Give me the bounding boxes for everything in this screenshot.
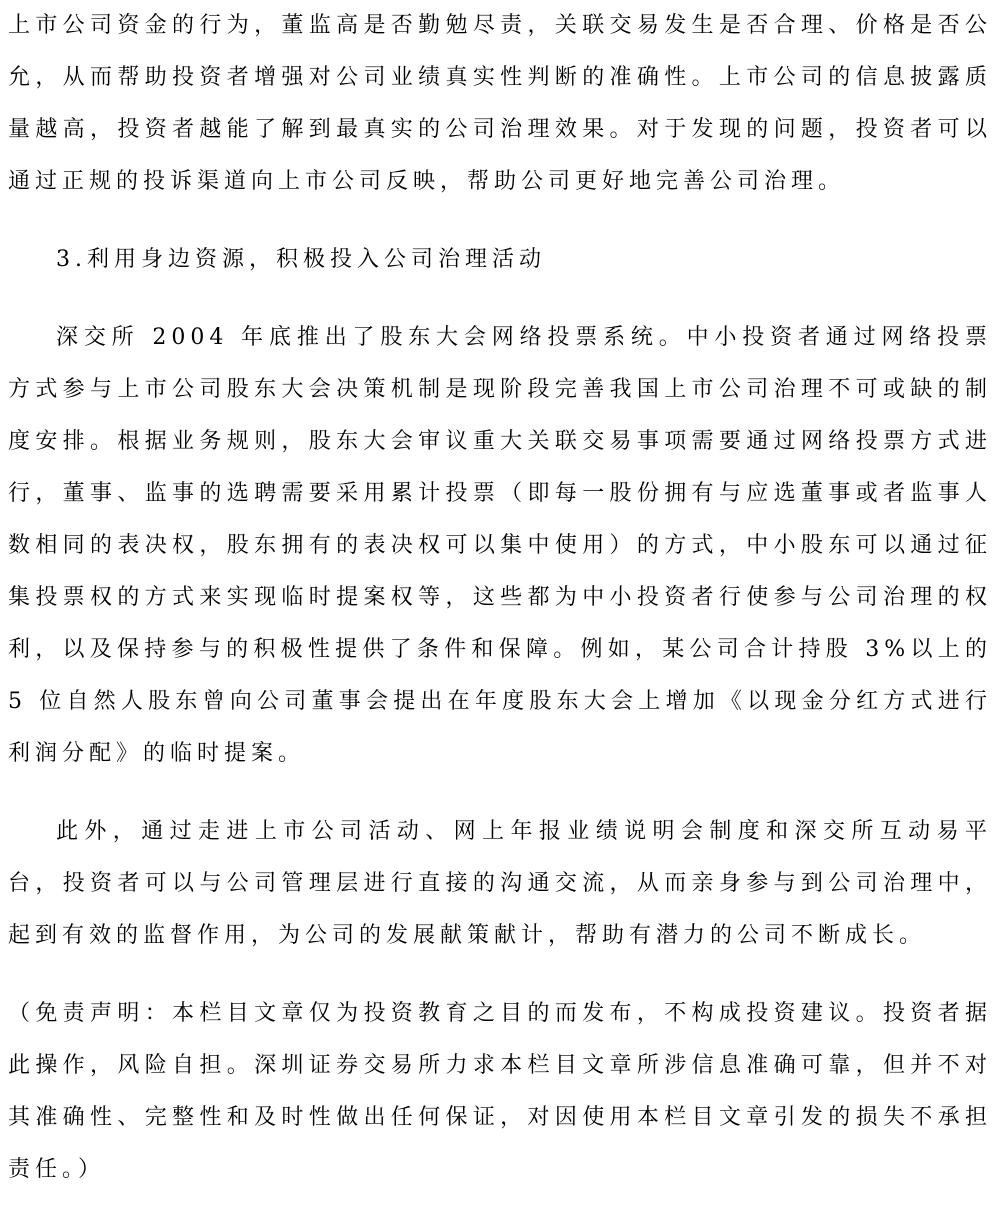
section-heading-3: 3.利用身边资源，积极投入公司治理活动 [56, 247, 546, 272]
disclaimer-paragraph: （免责声明：本栏目文章仅为投资教育之目的而发布，不构成投资建议。投资者据此操作，风险自担。深圳证券交易所力求本栏目文章所涉信息准确可靠，但并不对其准确性、完整性和及时性做出任何保证，对因使用本栏目文章引发的损失不承担责任。） [8, 1001, 992, 1182]
paragraph-interactive-platform: 此外，通过走进上市公司活动、网上年报业绩说明会制度和深交所互动易平台，投资者可以与公司管理层进行直接的沟通交流，从而亲身参与到公司治理中，起到有效的监督作用，为公司的发展献策献计，帮助有潜力的公司不断成长。 [8, 819, 992, 948]
paragraph-governance-continuation: 上市公司资金的行为，董监高是否勤勉尽责，关联交易发生是否合理、价格是否公允，从而帮助投资者增强对公司业绩真实性判断的准确性。上市公司的信息披露质量越高，投资者越能了解到最真实的公司治理效果。对于发现的问题，投资者可以通过正规的投诉渠道向上市公司反映，帮助公司更好地完善公司治理。 [8, 13, 992, 194]
paragraph-online-voting-system: 深交所 2004 年底推出了股东大会网络投票系统。中小投资者通过网络投票方式参与上市公司股东大会决策机制是现阶段完善我国上市公司治理不可或缺的制度安排。根据业务规则，股东大会审议重大关联交易事项需要通过网络投票方式进行，董事、监事的选聘需要采用累计投票（即每一股份拥有与应选董事或者监事人数相同的表决权，股东拥有的表决权可以集中使用）的方式，中小股东可以通过征集投票权的方式来实现临时提案权等，这些都为中小投资者行使参与公司治理的权利，以及保持参与的积极性提供了条件和保障。例如，某公司合计持股 3%以上的 5 位自然人股东曾向公司董事会提出在年度股东大会上增加《以现金分红方式进行利润分配》的临时提案。 [8, 325, 992, 766]
